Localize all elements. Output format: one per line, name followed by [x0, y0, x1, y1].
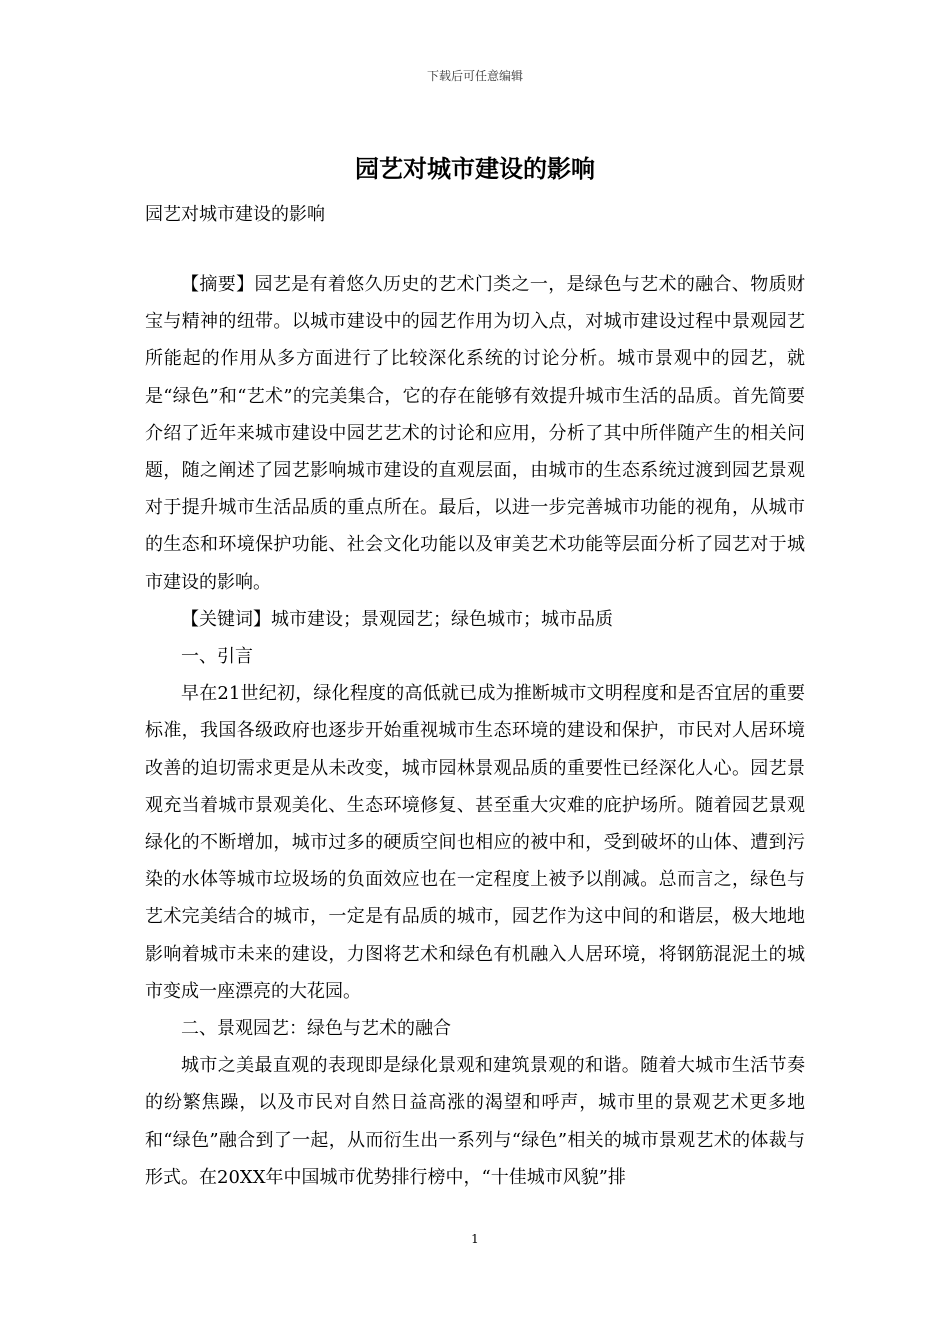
section-heading-landscape: 二、景观园艺：绿色与艺术的融合	[181, 1018, 451, 1040]
header-note: 下载后可任意编辑	[426, 69, 523, 83]
document-body	[145, 266, 805, 1196]
introduction-paragraph: 早在21世纪初，绿化程度的高低就已成为推断城市文明程度和是否宜居的重要标准，我国各级政府也逐步开始重视城市生态环境的建设和保护，市民对人居环境改善的迫切需求更是从未改变，城市园林景观品质的重要性已经深化人心。园艺景观充当着城市景观美化、生态环境修复、甚至重大灾难的庇护场所。随着园艺景观绿化的不断增加，城市过多的硬质空间也相应的被中和，受到破坏的山体、遭到污染的水体等城市垃圾场的负面效应也在一定程度上被予以削减。总而言之，绿色与艺术完美结合的城市，一定是有品质的城市，园艺作为这中间的和谐层，极大地地影响着城市未来的建设，力图将艺术和绿色有机融入人居环境，将钢筋混泥土的城市变成一座漂亮的大花园。	[145, 683, 805, 1002]
keywords-paragraph: 【关键词】城市建设；景观园艺；绿色城市；城市品质	[181, 608, 613, 630]
section-heading-introduction: 一、引言	[181, 646, 253, 668]
landscape-paragraph: 城市之美最直观的表现即是绿化景观和建筑景观的和谐。随着大城市生活节奏的纷繁焦躁，以及市民对自然日益高涨的渴望和呼声，城市里的景观艺术更多地和“绿色”融合到了一起，从而衍生出一系列与“绿色”相关的城市景观艺术的体裁与形式。在20XX年中国城市优势排行榜中，“十佳城市风貌”排	[145, 1055, 805, 1188]
abstract-paragraph: 【摘要】园艺是有着悠久历史的艺术门类之一，是绿色与艺术的融合、物质财宝与精神的纽带。以城市建设中的园艺作用为切入点，对城市建设过程中景观园艺所能起的作用从多方面进行了比较深化系统的讨论分析。城市景观中的园艺，就是“绿色”和“艺术”的完美集合，它的存在能够有效提升城市生活的品质。首先简要介绍了近年来城市建设中园艺艺术的讨论和应用，分析了其中所伴随产生的相关问题，随之阐述了园艺影响城市建设的直观层面，由城市的生态系统过渡到园艺景观对于提升城市生活品质的重点所在。最后，以进一步完善城市功能的视角，从城市的生态和环境保护功能、社会文化功能以及审美艺术功能等层面分析了园艺对于城市建设的影响。	[145, 274, 805, 593]
document-subtitle: 园艺对城市建设的影响	[145, 204, 325, 225]
page-number: 1	[471, 1232, 479, 1246]
document-title: 园艺对城市建设的影响	[355, 154, 595, 183]
